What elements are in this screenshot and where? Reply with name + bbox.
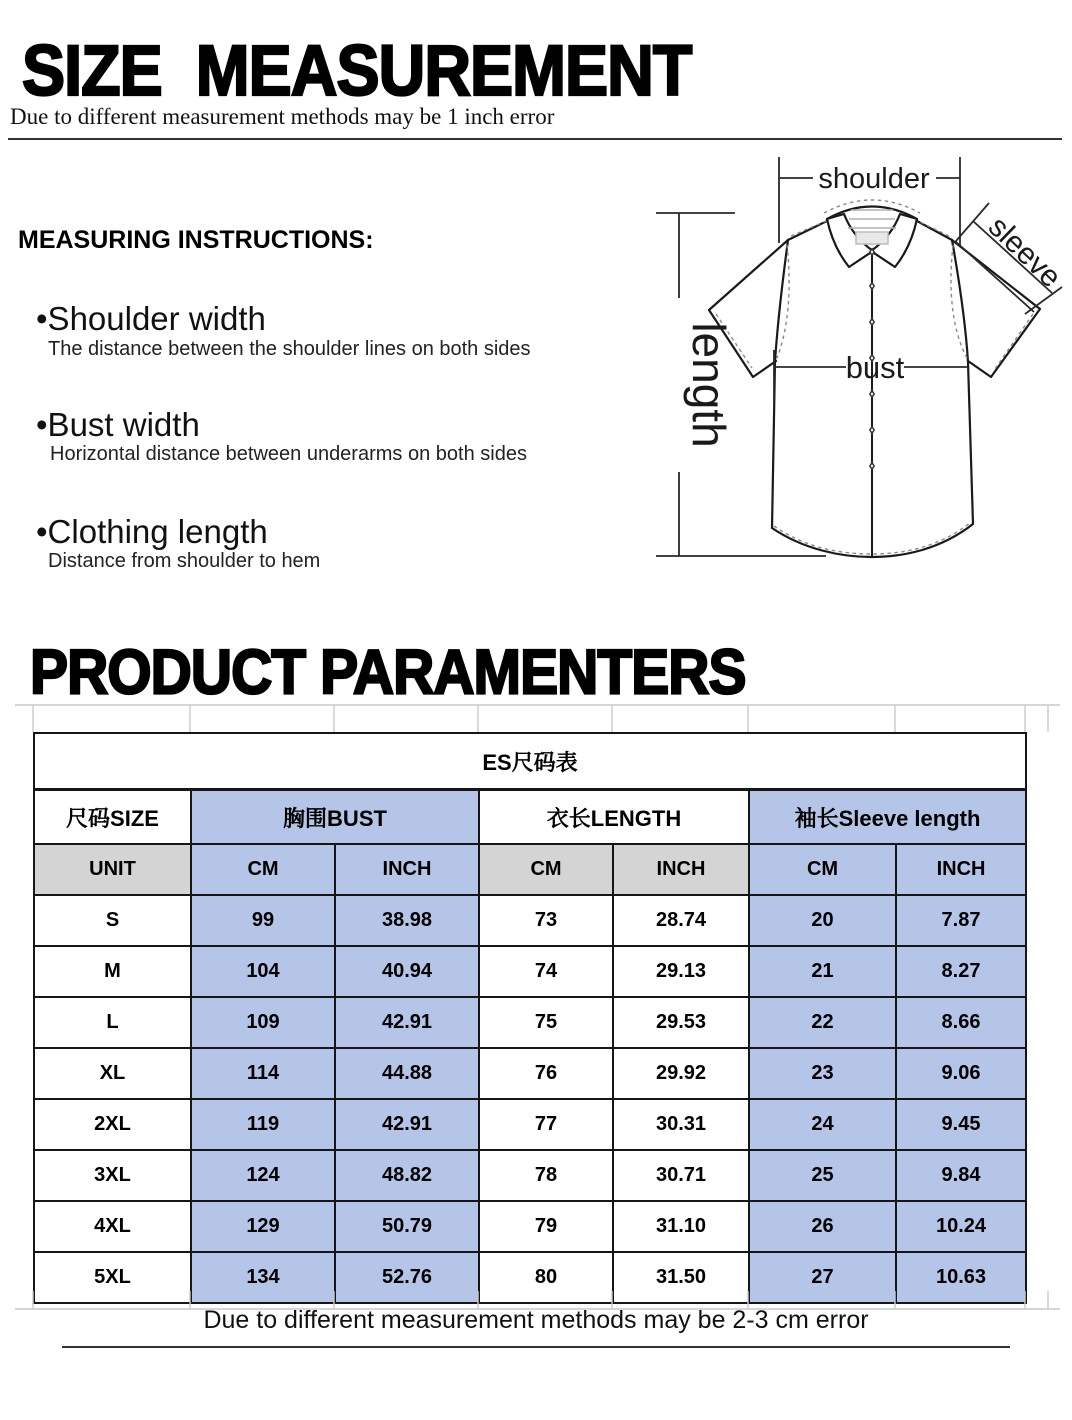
table-unit-row	[34, 844, 1026, 895]
value-cell: 23	[749, 1048, 896, 1099]
table-row	[34, 946, 1026, 997]
size-cell: S	[34, 895, 191, 946]
collar-inner-lines	[848, 210, 896, 244]
value-cell: 31.50	[613, 1252, 749, 1303]
value-cell: 9.84	[896, 1150, 1026, 1201]
measurement-note: Due to different measurement methods may be 2-3 cm error	[203, 1306, 869, 1334]
value-cell: 42.91	[335, 1099, 479, 1150]
unit-cell: INCH	[613, 844, 749, 895]
value-cell: 24	[749, 1099, 896, 1150]
value-cell: 50.79	[335, 1201, 479, 1252]
unit-cell: CM	[191, 844, 335, 895]
value-cell: 74	[479, 946, 613, 997]
table-row	[34, 1099, 1026, 1150]
value-cell: 22	[749, 997, 896, 1048]
value-cell: 129	[191, 1201, 335, 1252]
unit-cell: INCH	[335, 844, 479, 895]
value-cell: 31.10	[613, 1201, 749, 1252]
value-cell: 10.24	[896, 1201, 1026, 1252]
value-cell: 21	[749, 946, 896, 997]
value-cell: 29.92	[613, 1048, 749, 1099]
value-cell: 76	[479, 1048, 613, 1099]
value-cell: 27	[749, 1252, 896, 1303]
size-cell: 5XL	[34, 1252, 191, 1303]
value-cell: 7.87	[896, 895, 1026, 946]
size-cell: L	[34, 997, 191, 1048]
col-header-size: 尺码SIZE	[34, 790, 191, 845]
value-cell: 114	[191, 1048, 335, 1099]
value-cell: 29.13	[613, 946, 749, 997]
value-cell: 77	[479, 1099, 613, 1150]
value-cell: 99	[191, 895, 335, 946]
value-cell: 40.94	[335, 946, 479, 997]
value-cell: 9.45	[896, 1099, 1026, 1150]
instruction-desc-bust: Horizontal distance between underarms on both sides	[50, 443, 527, 465]
value-cell: 9.06	[896, 1048, 1026, 1099]
size-cell: M	[34, 946, 191, 997]
value-cell: 78	[479, 1150, 613, 1201]
value-cell: 8.66	[896, 997, 1026, 1048]
value-cell: 26	[749, 1201, 896, 1252]
table-row	[34, 895, 1026, 946]
spreadsheet-gridlines-top	[15, 703, 1065, 733]
value-cell: 10.63	[896, 1252, 1026, 1303]
table-group-header-row	[34, 790, 1026, 845]
value-cell: 124	[191, 1150, 335, 1201]
instruction-term-shoulder: •Shoulder width	[36, 300, 266, 337]
table-row	[34, 1201, 1026, 1252]
value-cell: 8.27	[896, 946, 1026, 997]
page-subtitle: Due to different measurement methods may be 1 inch error	[10, 104, 555, 129]
shirt-measurement-diagram	[640, 140, 1072, 600]
unit-cell: INCH	[896, 844, 1026, 895]
value-cell: 134	[191, 1252, 335, 1303]
value-cell: 20	[749, 895, 896, 946]
value-cell: 30.31	[613, 1099, 749, 1150]
instructions-heading: MEASURING INSTRUCTIONS:	[18, 226, 374, 254]
instruction-term-length: •Clothing length	[36, 513, 268, 550]
instruction-desc-length: Distance from shoulder to hem	[48, 550, 321, 572]
table-title: ES尺码表	[34, 733, 1026, 790]
size-cell: 4XL	[34, 1201, 191, 1252]
size-cell: XL	[34, 1048, 191, 1099]
shirt-button	[869, 317, 875, 326]
value-cell: 30.71	[613, 1150, 749, 1201]
sleeve-label: sleeve	[981, 210, 1068, 295]
instruction-term-bust: •Bust width	[36, 406, 200, 443]
value-cell: 38.98	[335, 895, 479, 946]
value-cell: 80	[479, 1252, 613, 1303]
page-title: SIZE MEASUREMENT	[22, 31, 692, 111]
value-cell: 48.82	[335, 1150, 479, 1201]
value-cell: 42.91	[335, 997, 479, 1048]
value-cell: 52.76	[335, 1252, 479, 1303]
value-cell: 104	[191, 946, 335, 997]
col-header-sleeve: 袖长Sleeve length	[749, 790, 1026, 845]
length-label: length	[683, 322, 735, 448]
instruction-desc-shoulder: The distance between the shoulder lines on both sides	[48, 338, 531, 360]
size-table	[33, 732, 1027, 1304]
shoulder-label: shoulder	[818, 163, 930, 195]
size-cell: 3XL	[34, 1150, 191, 1201]
bust-label: bust	[845, 350, 905, 385]
value-cell: 73	[479, 895, 613, 946]
value-cell: 29.53	[613, 997, 749, 1048]
unit-cell: CM	[479, 844, 613, 895]
value-cell: 79	[479, 1201, 613, 1252]
value-cell: 75	[479, 997, 613, 1048]
table-row	[34, 1048, 1026, 1099]
value-cell: 109	[191, 997, 335, 1048]
shirt-button	[869, 389, 875, 398]
shirt-button	[869, 281, 875, 290]
table-row	[34, 997, 1026, 1048]
table-title-row	[34, 733, 1026, 790]
col-header-bust: 胸围BUST	[191, 790, 479, 845]
shirt-button	[869, 461, 875, 470]
value-cell: 119	[191, 1099, 335, 1150]
parameters-heading: PRODUCT PARAMENTERS	[30, 637, 746, 708]
table-row	[34, 1150, 1026, 1201]
shirt-button	[869, 425, 875, 434]
unit-cell: UNIT	[34, 844, 191, 895]
col-header-length: 衣长LENGTH	[479, 790, 749, 845]
length-line	[656, 213, 826, 556]
footer-divider	[62, 1346, 1010, 1348]
value-cell: 25	[749, 1150, 896, 1201]
unit-cell: CM	[749, 844, 896, 895]
value-cell: 44.88	[335, 1048, 479, 1099]
value-cell: 28.74	[613, 895, 749, 946]
size-cell: 2XL	[34, 1099, 191, 1150]
